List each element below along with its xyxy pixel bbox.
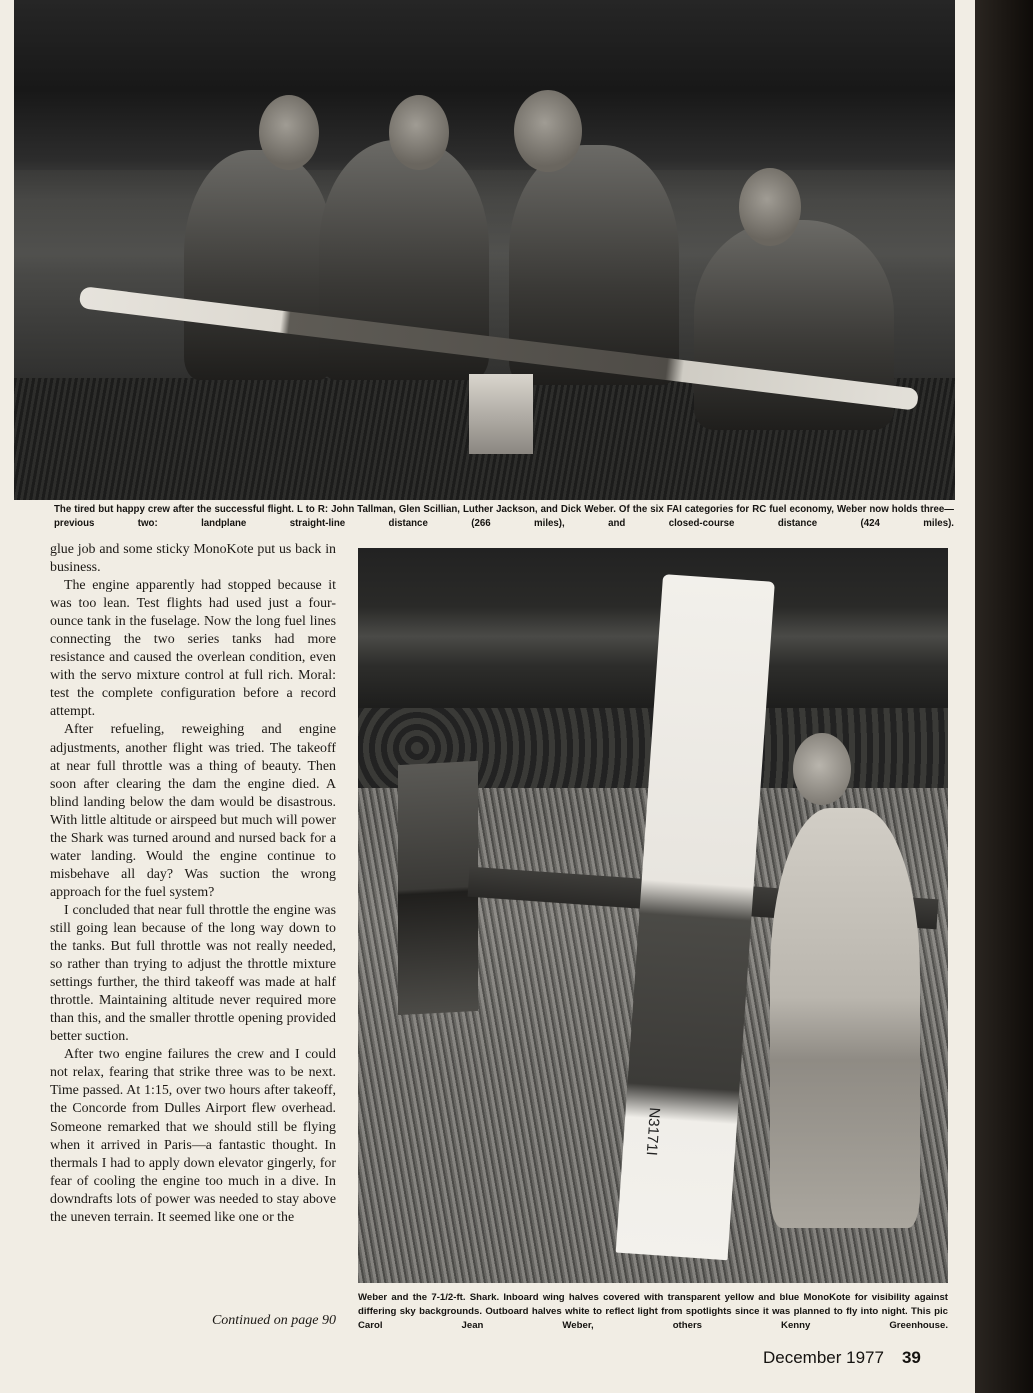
scan-edge (975, 0, 1033, 1393)
page-number: 39 (901, 1348, 921, 1367)
shark-photo (358, 548, 948, 1283)
paragraph-3: After refueling, reweighing and engine adjustments, another flight was tried. The takeoff at near full throttle was a thing of beauty. Then soon after clearing the dam the engine died. A blind landing below the dam would be disastrous. With little altitude or airspeed but much will power the Shark was turned around and nursed back for a water landing. Would the engine continue to misbehave all day? Was suction the wrong approach for the fuel system? (50, 722, 336, 900)
head-jackson (514, 90, 582, 172)
right-photo-caption: Weber and the 7-1/2-ft. Shark. Inboard wing halves covered with transparent yellow and blue MonoKote for visibility against differing sky backgrounds. Outboard halves white to reflect light from spotlights since it was planned to fly into night. This pic Carol Jean Weber, others Kenny Greenhouse. (358, 1292, 948, 1331)
head-scillian (389, 95, 449, 170)
person-tallman (184, 150, 334, 380)
article-column (50, 541, 336, 1227)
model-fin (398, 761, 478, 1015)
weber-figure (770, 808, 920, 1228)
head-weber (739, 168, 801, 246)
continued-link: Continued on page 90 (211, 1313, 336, 1328)
model-tail (469, 374, 533, 454)
issue-date: December 1977 (763, 1348, 884, 1367)
paragraph-4: I concluded that near full throttle the engine was still going lean because of the long way down to the tanks. But full throttle was not really needed, so rather than trying to adjust the throttle mixture settings further, the third takeoff was made at half throttle. Maintaining altitude never required more than this, and the smaller throttle opening provided better suction. (50, 902, 336, 1045)
top-photo-caption: The tired but happy crew after the successful flight. L to R: John Tallman, Glen Scillian, Luther Jackson, and Dick Weber. Of the six FAI categories for RC fuel economy, Weber now holds three—previous two: landplane straight-line distance (266 miles), and closed-course distance (424 miles). (54, 504, 954, 529)
weber-head (793, 733, 851, 805)
paragraph-2: The engine apparently had stopped because it was too lean. Test flights had used just a four-ounce tank in the fuselage. Now the long fuel lines connecting the two series tanks had more resistance and caused the overlean condition, even with the servo mixture control at full rich. Moral: test the complete configuration before a record attempt. (50, 578, 336, 720)
crew-photo (14, 0, 955, 500)
head-tallman (259, 95, 319, 170)
paragraph-1: glue job and some sticky MonoKote put us back in business. (50, 542, 336, 576)
paragraph-5: After two engine failures the crew and I could not relax, fearing that strike three was to be next. Time passed. At 1:15, over two hours after takeoff, the Concorde from Dulles Airport flew overhead. Someone remarked that we should still be flying when it arrived in Paris—a fantastic thought. In thermals I had to apply down elevator gingerly, for fear of cooling the engine too much in a dive. In downdrafts lots of power was needed to stay above the uneven terrain. It seemed like one or the (50, 1047, 336, 1225)
page-folio (763, 1348, 921, 1368)
registration-marking: N3171I (642, 1106, 663, 1157)
